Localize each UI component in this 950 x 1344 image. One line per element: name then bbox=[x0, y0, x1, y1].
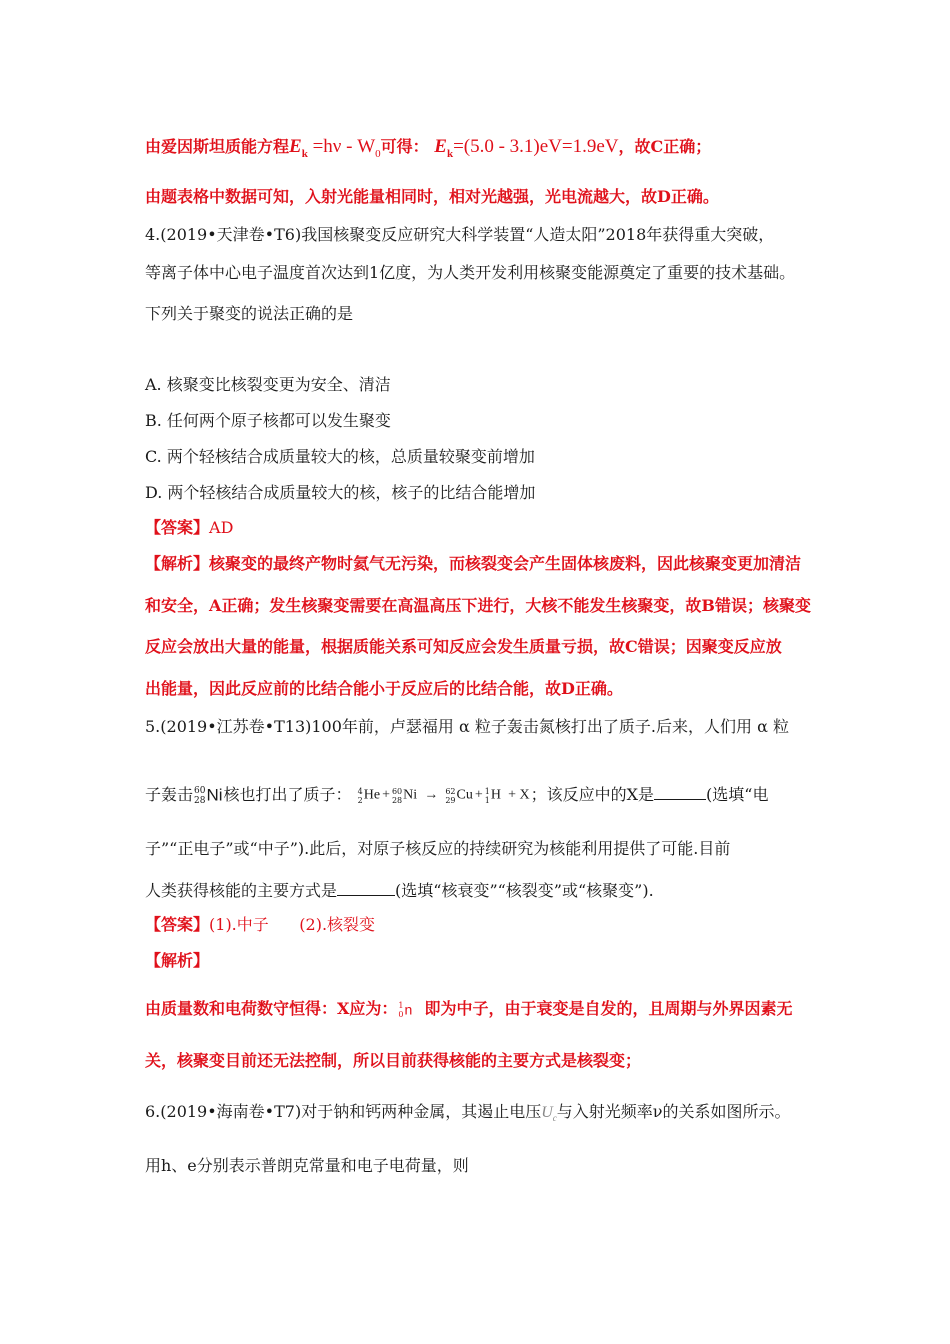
math-ek-value: =(5.0 - 3.1)eV=1.9eV bbox=[453, 136, 619, 157]
q6-stem-line1 bbox=[145, 1101, 791, 1129]
math-ek2: $E_k$ bbox=[434, 136, 454, 160]
q3-einstein-line bbox=[145, 136, 711, 165]
q4-answer bbox=[145, 517, 233, 539]
q5-stem-line4 bbox=[145, 880, 654, 902]
answer-tag: 【答案】 bbox=[145, 518, 210, 537]
q4-option-c: C. 两个轻核结合成质量较大的核，总质量较聚变前增加 bbox=[145, 447, 535, 466]
text: 核也打出了质子： bbox=[223, 785, 352, 804]
nuclide-he: 4 2 He bbox=[357, 786, 381, 805]
q4-option-b: B. 任何两个原子核都可以发生聚变 bbox=[145, 411, 391, 430]
answer-value: AD bbox=[209, 518, 234, 537]
text: 即为中子，由于衰变是自发的，且周期与外界因素无 bbox=[424, 999, 793, 1018]
q5-analysis-tag: 【解析】 bbox=[145, 951, 210, 970]
text: 人类获得核能的主要方式是 bbox=[145, 881, 338, 900]
reaction-arrow: → bbox=[424, 787, 439, 803]
q5-analysis-line1 bbox=[145, 998, 792, 1021]
q4-option-d: D. 两个轻核结合成质量较大的核，核子的比结合能增加 bbox=[145, 483, 536, 502]
plus-sign: + bbox=[474, 787, 483, 803]
nuclide-h: 1 1 H bbox=[484, 786, 501, 805]
nuclide-cu: 62 29 Cu bbox=[445, 786, 473, 805]
text: (选填“电 bbox=[706, 785, 769, 804]
analysis-tag: 【解析】 bbox=[145, 554, 210, 573]
text: 子轰击 bbox=[145, 785, 194, 804]
nuclide-ni-eq: 60 28 Ni bbox=[391, 786, 418, 805]
q6-stem-line2: 用h、e分别表示普朗克常量和电子电荷量，则 bbox=[145, 1156, 469, 1175]
text: 与入射光频率ν的关系如图所示。 bbox=[556, 1102, 791, 1121]
text: 6.(2019•海南卷•T7)对于钠和钙两种金属，其遏止电压 bbox=[145, 1102, 542, 1121]
text: 可得： bbox=[380, 137, 429, 156]
q5-analysis-line2: 关，核聚变目前还无法控制，所以目前获得核能的主要方式是核裂变； bbox=[145, 1051, 642, 1070]
nuclide-n: 1 0 n bbox=[398, 1000, 413, 1019]
nuclide-ni: 60 28 Ni bbox=[194, 785, 223, 806]
text: 核聚变的最终产物时氦气无污染，而核裂变会产生固体核废料，因此核聚变更加清洁 bbox=[209, 554, 802, 573]
math-ek: $E_k$ bbox=[289, 136, 308, 160]
math-hv-w0: $=h\nu - W_0$ bbox=[312, 136, 381, 160]
plus-sign: + bbox=[382, 787, 390, 803]
answer-value: (1).中子 (2).核裂变 bbox=[209, 915, 376, 934]
answer-blank-1 bbox=[654, 785, 706, 800]
q3-table-line: 由题表格中数据可知，入射光能量相同时，相对光越强，光电流越大，故D正确。 bbox=[145, 187, 719, 206]
q5-answer bbox=[145, 914, 375, 936]
q4-option-a: A. 核聚变比核裂变更为安全、清洁 bbox=[145, 375, 391, 394]
q5-stem-line2 bbox=[145, 784, 768, 807]
answer-blank-2 bbox=[337, 881, 395, 896]
q5-stem-line1: 5.(2019•江苏卷•T13)100年前，卢瑟福用 α 粒子轰击氮核打出了质子.后来，人们用 α 粒 bbox=[145, 717, 789, 736]
text: ；该反应中的X是 bbox=[530, 785, 655, 804]
q4-stem-line1: 4.(2019•天津卷•T6)我国核聚变反应研究大科学装置“人造太阳”2018年获得重大突破， bbox=[145, 225, 775, 244]
q4-analysis-line4: 出能量，因此反应前的比结合能小于反应后的比结合能，故D正确。 bbox=[145, 679, 623, 698]
text: ，故C正确； bbox=[618, 137, 712, 156]
text: 由质量数和电荷数守恒得：X应为： bbox=[145, 999, 398, 1018]
x-term: + X bbox=[508, 787, 530, 803]
answer-tag: 【答案】 bbox=[145, 915, 210, 934]
text: (选填“核衰变”“核裂变”或“核聚变”). bbox=[395, 881, 654, 900]
q4-analysis-line3: 反应会放出大量的能量，根据质能关系可知反应会发生质量亏损，故C错误；因聚变反应放 bbox=[145, 637, 782, 656]
math-uc: $U_c$ bbox=[541, 1104, 557, 1123]
text: 由爱因斯坦质能方程 bbox=[145, 137, 290, 156]
q4-stem-line2: 等离子体中心电子温度首次达到1亿度，为人类开发利用核聚变能源奠定了重要的技术基础。 bbox=[145, 263, 796, 282]
q5-stem-line3: 子”“正电子”或“中子”).此后，对原子核反应的持续研究为核能利用提供了可能.目前 bbox=[145, 839, 731, 858]
q4-analysis-line1 bbox=[145, 553, 801, 575]
q4-analysis-line2: 和安全，A正确；发生核聚变需要在高温高压下进行，大核不能发生核聚变，故B错误；核聚变 bbox=[145, 596, 811, 615]
q4-stem-line3: 下列关于聚变的说法正确的是 bbox=[145, 304, 354, 323]
